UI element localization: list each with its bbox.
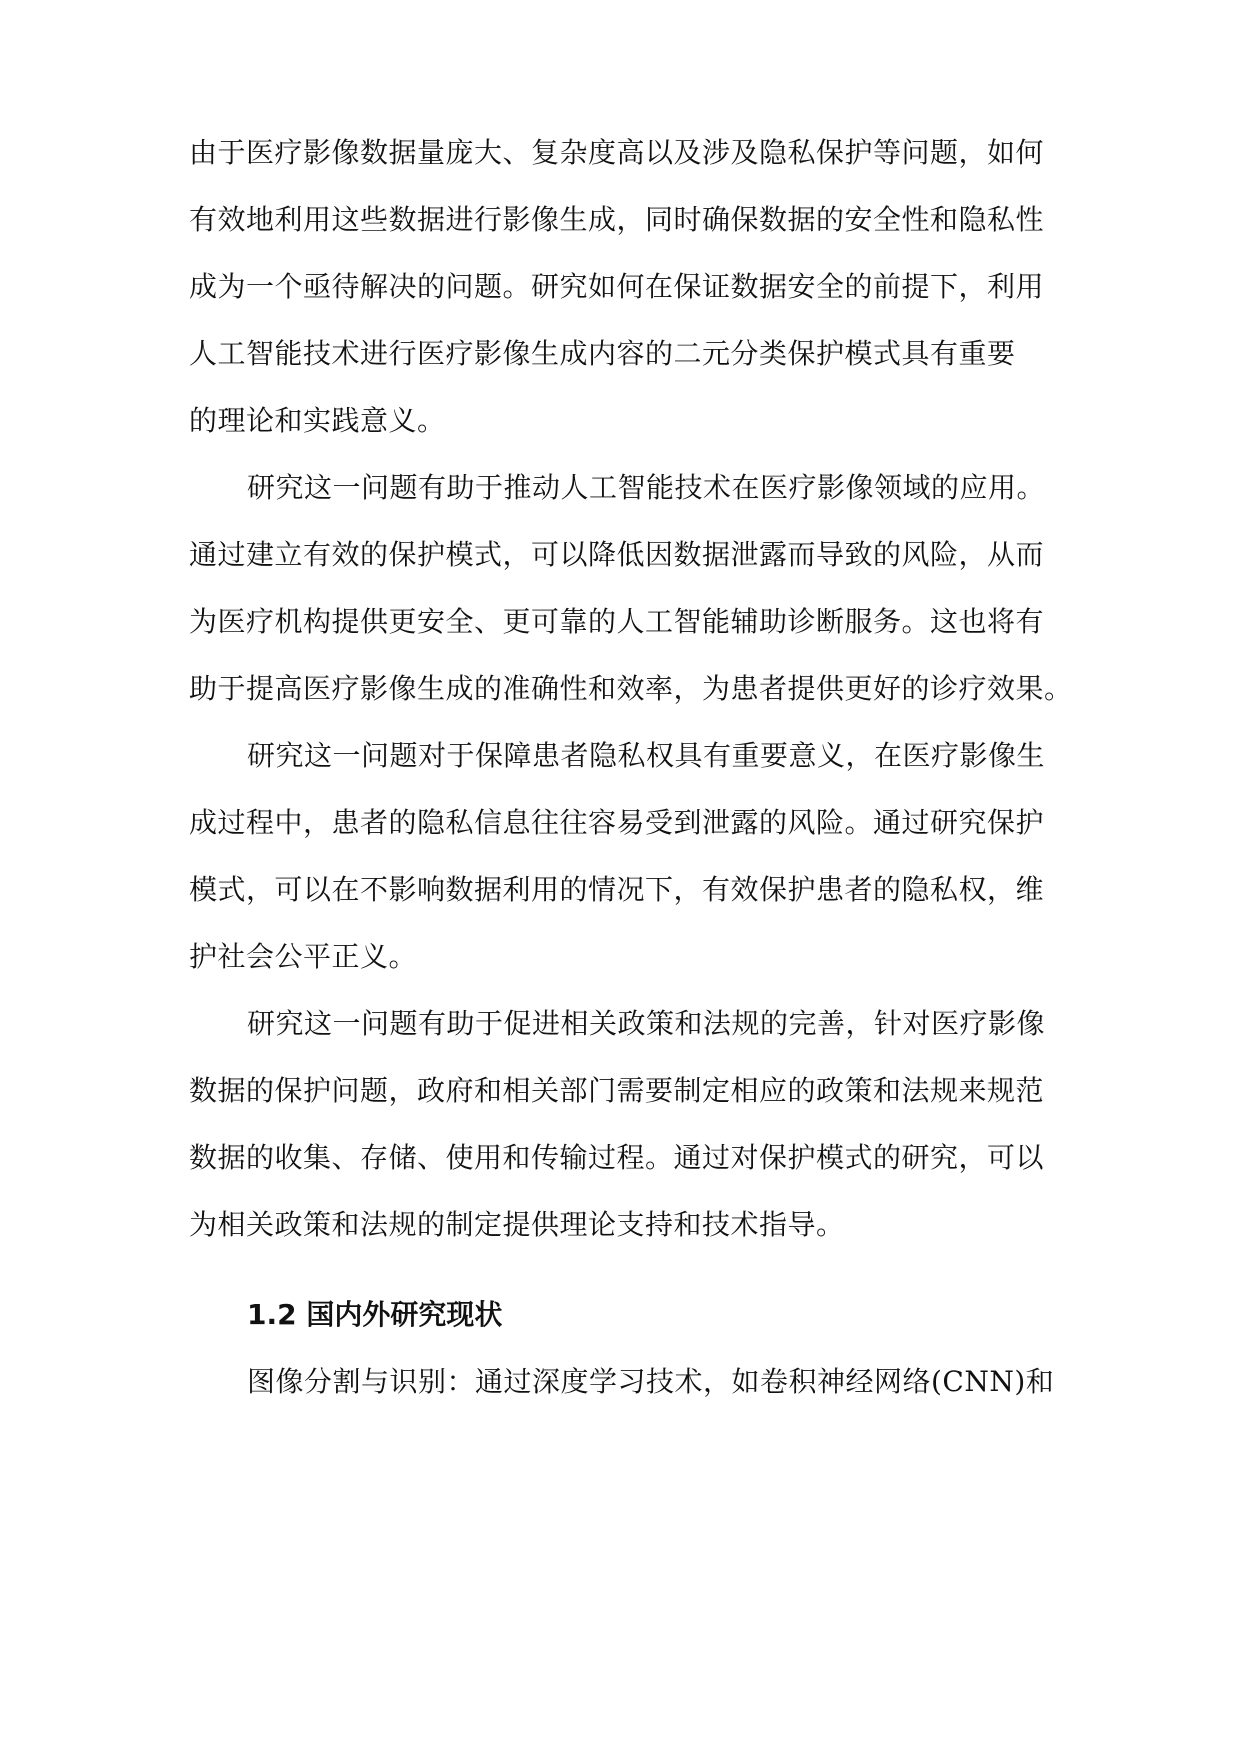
text-line: 数据的收集、存储、使用和传输过程。通过对保护模式的研究，可以	[189, 1141, 1045, 1174]
text-line: 通过建立有效的保护模式，可以降低因数据泄露而导致的风险，从而	[189, 538, 1045, 571]
text-line: 护社会公平正义。	[189, 940, 418, 973]
text-line: 助于提高医疗影像生成的准确性和效率，为患者提供更好的诊疗效果。	[189, 672, 1073, 705]
text-line: 研究这一问题有助于促进相关政策和法规的完善，针对医疗影像	[247, 1007, 1046, 1040]
text-line: 数据的保护问题，政府和相关部门需要制定相应的政策和法规来规范	[189, 1074, 1045, 1107]
text-line: 为相关政策和法规的制定提供理论支持和技术指导。	[189, 1208, 845, 1241]
text-line: 图像分割与识别：通过深度学习技术，如卷积神经网络(CNN)和	[247, 1365, 1055, 1398]
section-heading: 1.2 国内外研究现状	[247, 1298, 503, 1331]
text-line: 模式，可以在不影响数据利用的情况下，有效保护患者的隐私权，维	[189, 873, 1045, 906]
text-line: 人工智能技术进行医疗影像生成内容的二元分类保护模式具有重要	[189, 337, 1016, 370]
text-line: 成为一个亟待解决的问题。研究如何在保证数据安全的前提下，利用	[189, 270, 1045, 303]
text-line: 为医疗机构提供更安全、更可靠的人工智能辅助诊断服务。这也将有	[189, 605, 1045, 638]
text-line: 有效地利用这些数据进行影像生成，同时确保数据的安全性和隐私性	[189, 203, 1045, 236]
text-line: 研究这一问题对于保障患者隐私权具有重要意义，在医疗影像生	[247, 739, 1046, 772]
text-line: 的理论和实践意义。	[189, 404, 446, 437]
text-line: 由于医疗影像数据量庞大、复杂度高以及涉及隐私保护等问题，如何	[189, 136, 1045, 169]
text-line: 成过程中，患者的隐私信息往往容易受到泄露的风险。通过研究保护	[189, 806, 1045, 839]
text-line: 研究这一问题有助于推动人工智能技术在医疗影像领域的应用。	[247, 471, 1046, 504]
